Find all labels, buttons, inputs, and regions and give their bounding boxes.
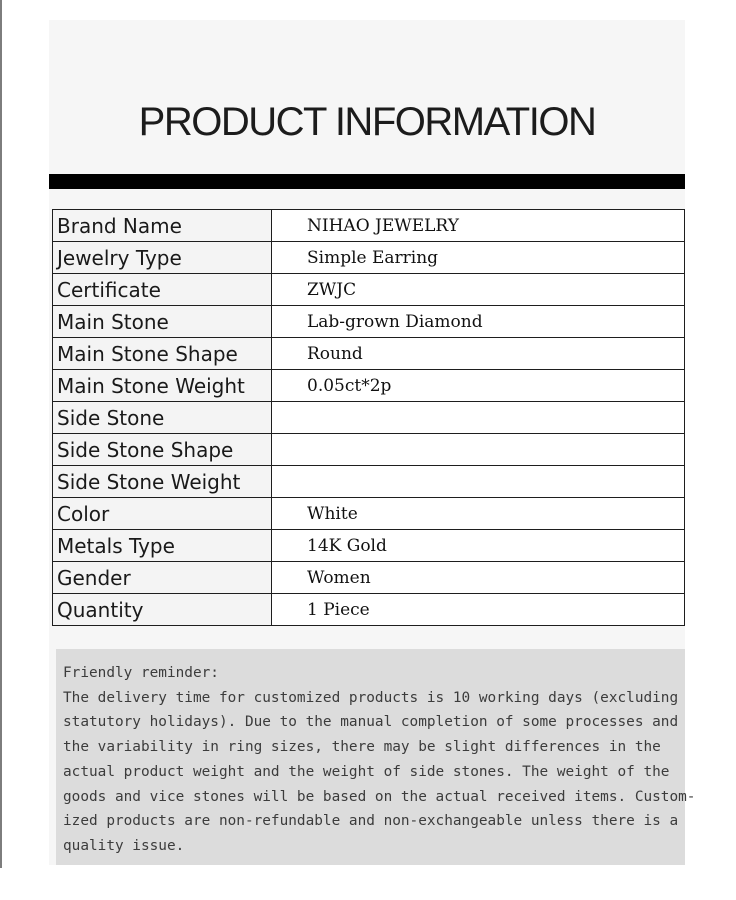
spec-row-side-stone-weight: [53, 466, 685, 498]
spec-label: Main Stone: [53, 306, 272, 338]
spec-row-certificate: [53, 274, 685, 306]
spec-label: Color: [53, 498, 272, 530]
spec-value: Simple Earring: [272, 242, 685, 274]
title-divider-bar: [49, 174, 685, 189]
product-spec-table: [52, 209, 685, 626]
spec-row-metals-type: [53, 530, 685, 562]
spec-value: Round: [272, 338, 685, 370]
spec-value: ZWJC: [272, 274, 685, 306]
reminder-heading: Friendly reminder:: [63, 665, 219, 681]
spec-label: Brand Name: [53, 210, 272, 242]
spec-value: 14K Gold: [272, 530, 685, 562]
spec-label: Jewelry Type: [53, 242, 272, 274]
spec-label: Certificate: [53, 274, 272, 306]
spec-value: Lab-grown Diamond: [272, 306, 685, 338]
spec-label: Main Stone Shape: [53, 338, 272, 370]
spec-label: Side Stone Shape: [53, 434, 272, 466]
spec-row-side-stone: [53, 402, 685, 434]
spec-value: 1 Piece: [272, 594, 685, 626]
spec-row-gender: [53, 562, 685, 594]
spec-row-main-stone-weight: [53, 370, 685, 402]
spec-row-quantity: [53, 594, 685, 626]
spec-value: White: [272, 498, 685, 530]
spec-value: [272, 402, 685, 434]
spec-row-side-stone-shape: [53, 434, 685, 466]
spec-value: 0.05ct*2p: [272, 370, 685, 402]
spec-label: Gender: [53, 562, 272, 594]
spec-row-main-stone: [53, 306, 685, 338]
spec-row-color: [53, 498, 685, 530]
spec-value: [272, 466, 685, 498]
spec-value: [272, 434, 685, 466]
spec-label: Main Stone Weight: [53, 370, 272, 402]
spec-label: Side Stone Weight: [53, 466, 272, 498]
spec-value: Women: [272, 562, 685, 594]
friendly-reminder-box: [56, 649, 696, 865]
left-edge-line: [0, 0, 2, 868]
spec-label: Side Stone: [53, 402, 272, 434]
spec-label: Quantity: [53, 594, 272, 626]
spec-row-jewelry-type: [53, 242, 685, 274]
spec-value: NIHAO JEWELRY: [272, 210, 685, 242]
spec-label: Metals Type: [53, 530, 272, 562]
reminder-body: The delivery time for customized products is 10 working days (excluding statutory holidays). Due to the manual completion of some processes and the variability in ring sizes, there may be slight differences in the actual product weight and the weight of side stones. The weight of the goods and vice stones will be based on the actual received items. Custom- ized products are non-refundable and non-exchangeable unless there is a quality issue.: [63, 689, 696, 854]
page-title: PRODUCT INFORMATION: [138, 100, 596, 144]
spec-row-main-stone-shape: [53, 338, 685, 370]
spec-row-brand-name: [53, 210, 685, 242]
